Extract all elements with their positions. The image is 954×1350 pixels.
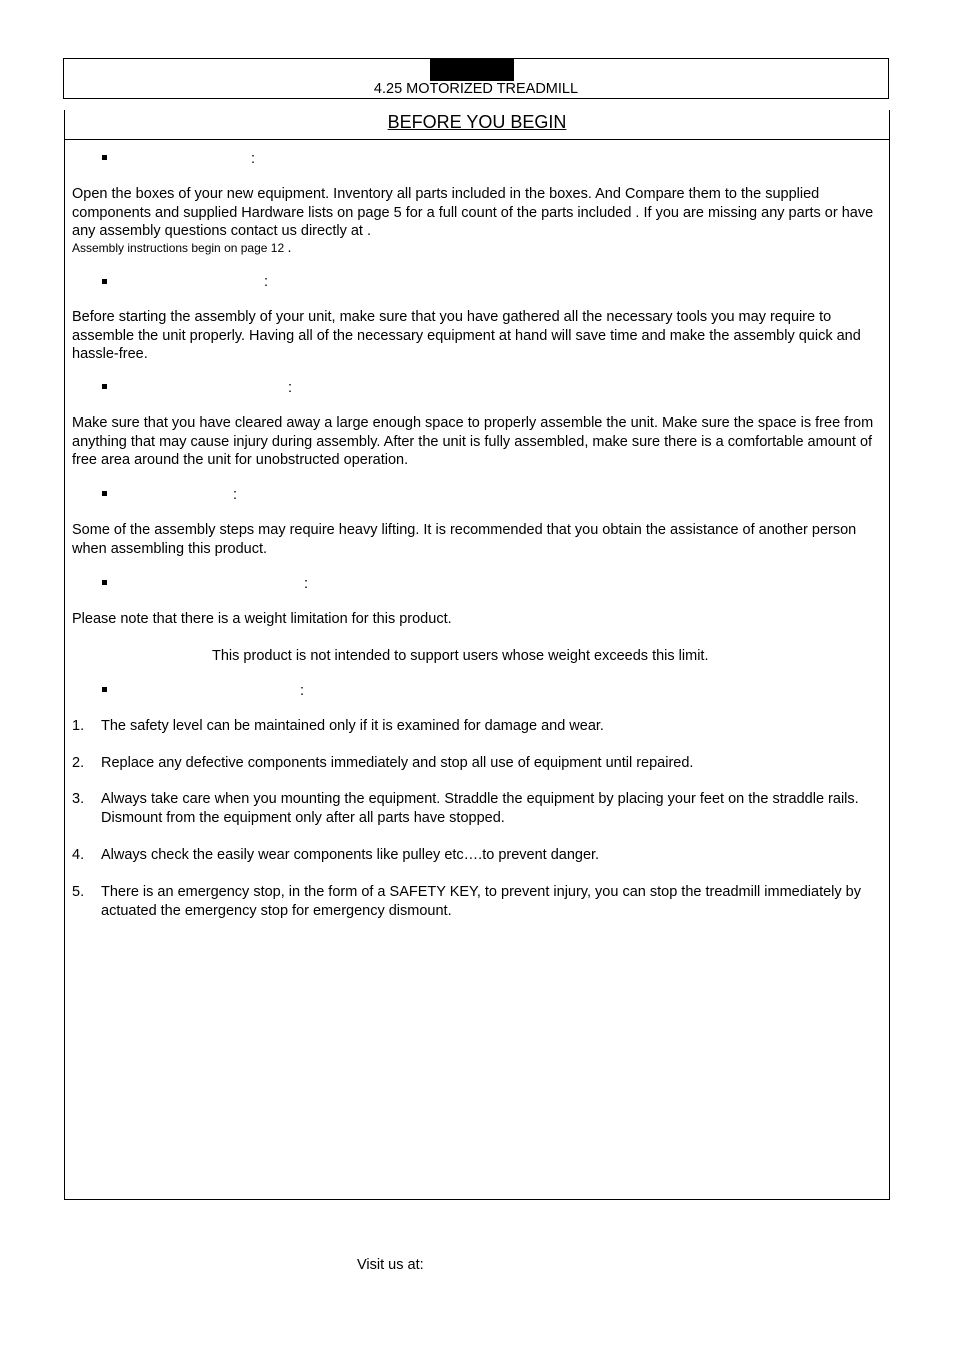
list-item-number: 4. (72, 847, 85, 863)
header-black-block (430, 59, 514, 81)
section-title: BEFORE YOU BEGIN (387, 112, 567, 132)
bullet-icon (102, 491, 107, 496)
heading-colon: : (304, 576, 309, 592)
bullet-icon (102, 687, 107, 692)
list-item: There is an emergency stop, in the form of a SAFETY KEY, to prevent injury, you can stop the treadmill immediately by actuated the emergency stop for emergency dismount. (101, 884, 861, 919)
bullet-icon (102, 279, 107, 284)
list-item: The safety level can be maintained only if it is examined for damage and wear. (101, 718, 604, 734)
paragraph-unpacking: Open the boxes of your new equipment. Inventory all parts included in the boxes. And Compare them to the supplied components and supplied Hardware lists on page 5 for a full count of the parts included . If you are missing any parts or have any assembly questions contact us directly at . (72, 186, 874, 239)
paragraph-weight: Please note that there is a weight limitation for this product. (72, 611, 452, 627)
list-item: Always check the easily wear components like pulley etc….to prevent danger. (101, 847, 600, 863)
list-item-number: 5. (72, 884, 85, 900)
heading-colon: : (264, 274, 269, 290)
paragraph-space: Make sure that you have cleared away a large enough space to properly assemble the unit. Make sure the space is free from anything that may cause injury during assembly. After the unit is fully assembled, make sure there is a comfortable amount of free area around the unit for unobstructed operation. (72, 415, 874, 468)
bullet-icon (102, 580, 107, 585)
footer-visit-label: Visit us at: (357, 1257, 424, 1273)
heading-colon: : (300, 683, 305, 699)
paragraph-lifting: Some of the assembly steps may require heavy lifting. It is recommended that you obtain the assistance of another person when assembling this product. (72, 522, 857, 557)
assembly-note: Assembly instructions begin on page 12 . (72, 240, 292, 256)
list-item: Always take care when you mounting the equipment. Straddle the equipment by placing your feet on the straddle rails. Dismount from the equipment only after all parts have stopped. (101, 791, 859, 826)
bullet-icon (102, 384, 107, 389)
heading-colon: : (233, 487, 238, 503)
paragraph-weight-limit: This product is not intended to support users whose weight exceeds this limit. (212, 648, 709, 664)
list-item-number: 1. (72, 718, 85, 734)
heading-colon: : (251, 151, 256, 167)
list-item: Replace any defective components immediately and stop all use of equipment until repaired. (101, 755, 694, 771)
paragraph-tools: Before starting the assembly of your unit, make sure that you have gathered all the necessary tools you may require to assemble the unit properly. Having all of the necessary equipment at hand will save time and make the assembly quick and hassle-free. (72, 309, 861, 362)
section-divider (64, 139, 890, 140)
document-title: 4.25 MOTORIZED TREADMILL (373, 81, 579, 97)
list-item-number: 2. (72, 755, 85, 771)
heading-colon: : (288, 380, 293, 396)
bullet-icon (102, 155, 107, 160)
list-item-number: 3. (72, 791, 85, 807)
